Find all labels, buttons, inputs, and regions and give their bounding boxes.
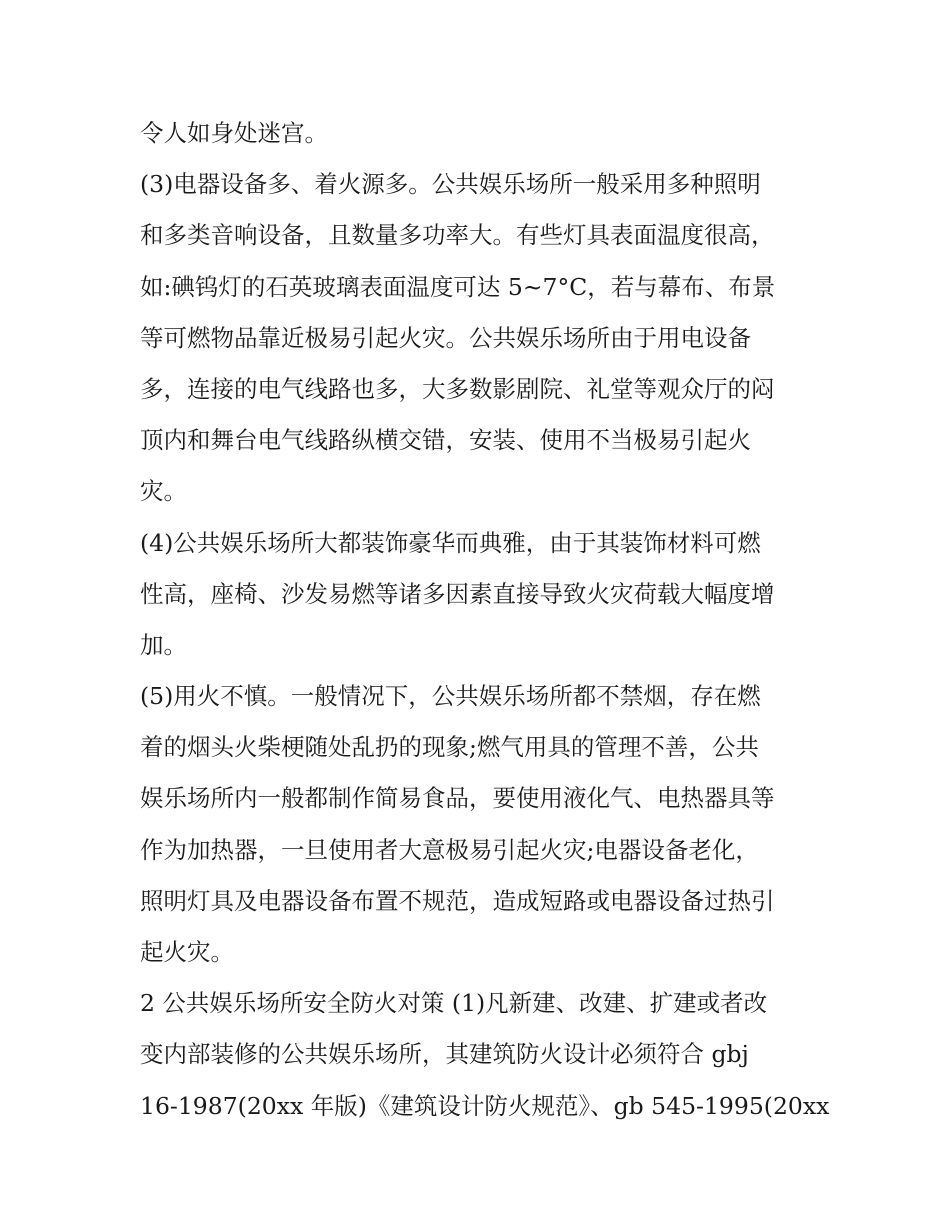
text-line: 多，连接的电气线路也多，大多数影剧院、礼堂等观众厅的闷 — [140, 374, 775, 403]
text-line: 和多类音响设备，且数量多功率大。有些灯具表面温度很高， — [140, 221, 775, 250]
text-line: 着的烟头火柴梗随处乱扔的现象;燃气用具的管理不善，公共 — [140, 733, 759, 762]
text-line: 性高，座椅、沙发易燃等诸多因素直接导致火灾荷载大幅度增 — [140, 579, 775, 608]
text-line: 令人如身处迷宫。 — [140, 119, 328, 147]
document-body — [140, 108, 830, 1132]
text-line: 等可燃物品靠近极易引起火灾。公共娱乐场所由于用电设备 — [140, 323, 751, 352]
text-line: (5)用火不慎。一般情况下，公共娱乐场所都不禁烟，存在燃 — [140, 682, 761, 711]
text-line: (4)公共娱乐场所大都装饰豪华而典雅，由于其装饰材料可燃 — [140, 528, 761, 557]
text-line: 娱乐场所内一般都制作简易食品，要使用液化气、电热器具等 — [140, 784, 775, 813]
text-line: 作为加热器，一旦使用者大意极易引起火灾;电器设备老化， — [140, 835, 759, 864]
text-line: (3)电器设备多、着火源多。公共娱乐场所一般采用多种照明 — [140, 170, 761, 199]
text-line: 如:碘钨灯的石英玻璃表面温度可达 5~7°C，若与幕布、布景 — [140, 272, 776, 301]
text-line: 加。 — [140, 630, 187, 659]
text-line: 灾。 — [140, 477, 187, 506]
text-line: 16-1987(20xx 年版)《建筑设计防火规范》、gb 545-1995(20xx — [140, 1091, 830, 1120]
text-line: 2 公共娱乐场所安全防火对策 (1)凡新建、改建、扩建或者改 — [140, 989, 768, 1018]
text-line: 变内部装修的公共娱乐场所，其建筑防火设计必须符合 gbj — [140, 1040, 749, 1069]
text-line: 起火灾。 — [140, 938, 234, 966]
text-line: 照明灯具及电器设备布置不规范，造成短路或电器设备过热引 — [140, 886, 775, 915]
text-line: 顶内和舞台电气线路纵横交错，安装、使用不当极易引起火 — [140, 426, 751, 455]
